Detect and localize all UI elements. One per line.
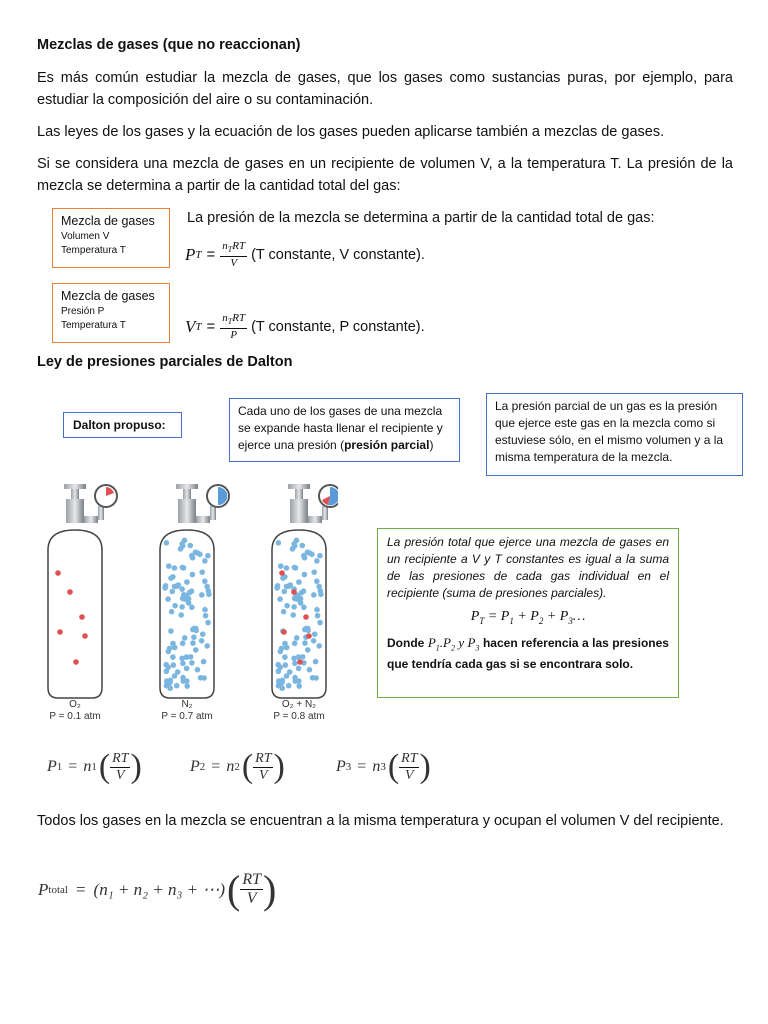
molecule-dot [199, 592, 205, 598]
frac-num-rest: RT [232, 240, 246, 252]
molecule-dot [293, 565, 299, 571]
total-box-bold: Donde $P_1.P_2$ y $P_3$ hacen referencia a las presiones que tendría cada gas si se encontrara solo. [387, 634, 669, 672]
molecule-dot [172, 603, 178, 609]
molecule-dot [311, 569, 317, 575]
molecule-dot [188, 654, 194, 660]
equation-p3: P 3 = n 3 ( $\frac{RT}{V}$ ) [336, 748, 431, 785]
molecule-dot [184, 683, 190, 689]
formula-lhs: V [185, 316, 196, 336]
box-line: Temperatura T [61, 320, 126, 331]
equation-p2: P 2 = n 2 ( $\frac{RT}{V}$ ) [190, 748, 285, 785]
tank-label-o2 [38, 699, 112, 723]
box-text: ) [429, 438, 434, 452]
tank-o2 [48, 484, 117, 698]
box-title: Mezcla de gases [61, 289, 155, 303]
eq-n: n [372, 758, 381, 775]
molecule-dot [307, 550, 313, 556]
mixture-box-pressure [52, 283, 170, 343]
formula-pt: P T = $\frac{n_TRT}{V}$ (T constante, V constante). [185, 240, 425, 270]
gas-cylinders-illustration [38, 478, 338, 728]
molecule-dot [296, 579, 302, 585]
final-sum: (n₁ + n₂ + n₃ + ⋯) [93, 879, 226, 899]
molecule-dot [198, 675, 204, 681]
molecule-dot [204, 643, 210, 649]
molecule-dot [169, 609, 175, 615]
eq-lhs: P [190, 758, 200, 775]
dalton-heading: Ley de presiones parciales de Dalton [37, 354, 293, 370]
box-bold: presión parcial [344, 438, 430, 452]
formula-intro: La presión de la mezcla se determina a partir de la cantidad total de gas: [187, 210, 655, 226]
molecule-dot [296, 683, 302, 689]
molecule-dot [287, 669, 293, 675]
molecule-dot [314, 578, 320, 584]
molecule-dot [179, 604, 185, 610]
molecule-dot [282, 641, 288, 647]
mixture-box-volume [52, 208, 170, 268]
molecule-dot [278, 649, 284, 655]
molecule-dot [193, 647, 199, 653]
frac-num-sub: T [227, 317, 233, 327]
molecule-dot [182, 635, 188, 641]
tank-pressure: P = 0.7 atm [161, 711, 213, 722]
molecule-dot [302, 640, 308, 646]
eq-sub: 3 [345, 761, 352, 773]
molecule-dot [195, 667, 201, 673]
tank-pressure: P = 0.8 atm [273, 711, 325, 722]
definition-box: La presión parcial de un gas es la presión que ejerce este gas en la mezcla como si estuviese sólo, en el mismo volumen y a la misma temperatura de la mezcla. [486, 393, 743, 476]
molecule-dot [166, 649, 172, 655]
formula-condition: (T constante, P constante). [251, 318, 425, 335]
molecule-dot [189, 605, 195, 611]
intro-paragraph: Es más común estudiar la mezcla de gases, que los gases como sustancias puras, por ejemplo, para estudiar la composición del aire o su contaminación. [37, 70, 733, 108]
total-pressure-formula: P total = (n₁ + n₂ + n₃ + ⋯) ( $\frac{RT}{V}$ ) [38, 867, 277, 912]
tank-gas: O₂ + N₂ [281, 699, 317, 710]
final-sub: total [48, 883, 68, 896]
tank-n2 [160, 484, 229, 698]
final-frac-num: RT [242, 871, 262, 888]
molecule-dot [205, 553, 211, 559]
formula-condition: (T constante, V constante). [251, 246, 425, 263]
molecule-dot [162, 585, 168, 591]
tank-mix [272, 484, 338, 698]
molecule-dot [189, 588, 195, 594]
molecule-dot [277, 596, 283, 602]
total-box-italic: La presión total que ejerce una mezcla de gases en un recipiente a V y T constantes es igual a la suma de las presiones de cada gas individual en el recipiente (suma de presiones parciales). [387, 535, 669, 600]
molecule-dot [206, 588, 212, 594]
frac-num-rest: RT [232, 312, 246, 324]
molecule-dot [199, 569, 205, 575]
total-pressure-box [377, 528, 679, 698]
molecule-dot [175, 669, 181, 675]
molecule-dot [166, 563, 172, 569]
tank-label-mix [262, 699, 336, 723]
eq-frac-den: V [259, 767, 268, 783]
molecule-dot [190, 555, 196, 561]
molecule-dot [180, 661, 186, 667]
formula-lhs: P [185, 244, 196, 264]
eq-nsub: 1 [91, 761, 97, 773]
molecule-dot [305, 647, 311, 653]
molecule-dot [171, 662, 177, 668]
molecule-dot [188, 543, 194, 549]
molecule-dot [202, 578, 208, 584]
molecule-dot [307, 667, 313, 673]
molecule-dot [181, 678, 187, 684]
eq-frac-den: V [116, 767, 125, 783]
molecule-dot [184, 579, 190, 585]
molecule-dot [290, 546, 296, 552]
molecule-dot [315, 613, 321, 619]
box-line: Volumen V [61, 231, 110, 242]
molecule-dot [191, 634, 197, 640]
molecule-dot [294, 635, 300, 641]
molecule-dot [190, 640, 196, 646]
box-text: Cada uno de los gases de una mezcla se expande hasta llenar el recipiente y ejerce una presión ( [238, 404, 443, 452]
molecule-dot [302, 572, 308, 578]
molecule-dot [182, 596, 188, 602]
formula-vt: V T = $\frac{n_TRT}{P}$ (T constante, P constante). [185, 312, 425, 342]
molecule-dot [304, 626, 310, 632]
molecule-dot [290, 612, 296, 618]
eq-n: n [83, 758, 92, 775]
molecule-dot [302, 555, 308, 561]
eq-nsub: 3 [380, 761, 386, 773]
molecule-dot [184, 666, 190, 672]
molecule-dot [279, 680, 285, 686]
tank-pressure: P = 0.1 atm [49, 711, 101, 722]
molecule-dot [317, 620, 323, 626]
molecule-dot [192, 626, 198, 632]
eq-frac-num: RT [255, 750, 272, 766]
molecule-dot [280, 575, 286, 581]
formula-sub: T [195, 320, 202, 333]
molecule-dot [286, 683, 292, 689]
mixture-paragraph: Si se considera una mezcla de gases en un recipiente de volumen V, a la temperatura T. La presión de la mezcla se determina a partir de la cantidad total del gas: [37, 156, 733, 194]
molecule-dot [174, 683, 180, 689]
molecule-dot [170, 641, 176, 647]
molecule-dot [312, 631, 318, 637]
box-line: Presión P [61, 306, 105, 317]
molecule-dot [317, 553, 323, 559]
page-title: Mezclas de gases (que no reaccionan) [37, 37, 301, 53]
molecule-dot [278, 563, 284, 569]
frac-num: n [222, 312, 228, 324]
molecule-dot [291, 541, 297, 547]
molecule-dot [294, 596, 300, 602]
molecule-dot [165, 596, 171, 602]
molecule-dot [311, 638, 317, 644]
bold-text: Donde [387, 635, 425, 650]
eq-frac-den: V [405, 767, 414, 783]
molecule-dot [311, 592, 317, 598]
molecule-dot [313, 659, 319, 665]
molecule-dot [292, 641, 298, 647]
tank-gas: O₂ [69, 699, 81, 710]
molecule-dot [167, 680, 173, 686]
molecule-dot [190, 572, 196, 578]
molecule-dot [310, 675, 316, 681]
molecule-dot [314, 607, 320, 613]
molecule-dot [284, 584, 290, 590]
molecule-dot [316, 643, 322, 649]
molecule-dot [284, 565, 290, 571]
molecule-dot [274, 585, 280, 591]
molecule-dot [291, 604, 297, 610]
molecule-dot [203, 613, 209, 619]
molecule-dot [202, 607, 208, 613]
molecule-dot [293, 678, 299, 684]
molecule-dot [189, 660, 195, 666]
molecule-dot [199, 638, 205, 644]
molecule-dot [300, 543, 306, 549]
eq-lhs: P [47, 758, 57, 775]
molecule-dot [165, 665, 171, 671]
molecule-dot [172, 565, 178, 571]
frac-den: V [230, 257, 238, 270]
molecule-dot [282, 589, 288, 595]
molecule-dot [318, 588, 324, 594]
molecule-dot [164, 540, 170, 546]
bold-text: hacen referencia a las presiones que tendría cada gas si se encontrara solo. [387, 635, 669, 672]
molecule-dot [284, 603, 290, 609]
molecule-dot [178, 546, 184, 552]
molecule-dot [281, 609, 287, 615]
molecule-dot [314, 558, 320, 564]
final-paragraph: Todos los gases en la mezcla se encuentran a la misma temperatura y ocupan el volumen V del recipiente. [37, 813, 724, 829]
eq-lhs: P [336, 758, 346, 775]
molecule-dot [179, 541, 185, 547]
eq-frac-num: RT [112, 750, 129, 766]
final-frac-den: V [246, 890, 257, 907]
molecule-dot [172, 584, 178, 590]
molecule-dot [301, 605, 307, 611]
eq-frac-num: RT [401, 750, 418, 766]
frac-den: P [230, 329, 238, 342]
box-line: Temperatura T [61, 245, 126, 256]
frac-num: n [222, 240, 228, 252]
molecule-dot [170, 589, 176, 595]
eq-sub: 1 [56, 761, 63, 773]
frac-num-sub: T [227, 245, 233, 255]
tank-gas: N₂ [181, 699, 193, 710]
molecule-dot [283, 662, 289, 668]
molecule-dot [300, 654, 306, 660]
molecule-dot [292, 661, 298, 667]
molecule-dot [179, 586, 185, 592]
molecule-dot [180, 641, 186, 647]
formula-sub: T [195, 248, 202, 261]
molecule-dot [296, 666, 302, 672]
molecule-dot [168, 628, 174, 634]
molecule-dot [201, 659, 207, 665]
dalton-proposed-box: Dalton propuso: [63, 412, 182, 438]
molecule-dot [202, 558, 208, 564]
final-lhs: P [38, 879, 49, 899]
molecule-dot [277, 665, 283, 671]
molecule-dot [276, 540, 282, 546]
molecule-dot [282, 654, 288, 660]
molecule-dot [178, 612, 184, 618]
eq-n: n [226, 758, 235, 775]
molecule-dot [205, 620, 211, 626]
laws-paragraph: Las leyes de los gases y la ecuación de los gases pueden aplicarse también a mezclas de gases. [37, 124, 665, 140]
tank-label-n2 [150, 699, 224, 723]
box-title: Mezcla de gases [61, 214, 155, 228]
partial-pressure-box [229, 398, 460, 462]
molecule-dot [168, 575, 174, 581]
total-box-formula: $P_T = P_1 + P_2$ + $P_3\dots$ [470, 609, 586, 626]
equation-p1: P 1 = n 1 ( $\frac{RT}{V}$ ) [47, 748, 142, 785]
molecule-dot [170, 654, 176, 660]
molecule-dot [301, 588, 307, 594]
eq-nsub: 2 [234, 761, 240, 773]
molecule-dot [195, 550, 201, 556]
molecule-dot [181, 565, 187, 571]
eq-sub: 2 [199, 761, 206, 773]
molecule-dot [200, 631, 206, 637]
